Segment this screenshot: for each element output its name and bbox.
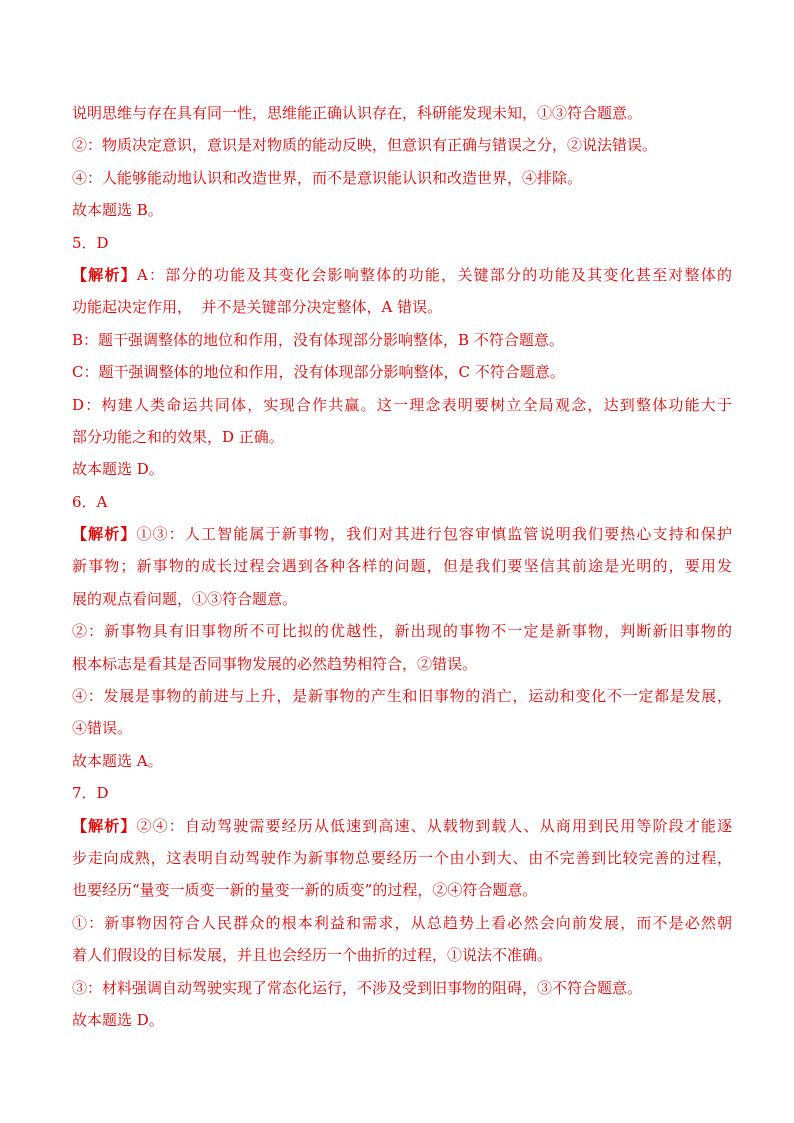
- text-line: [72, 162, 732, 194]
- line-text: ②④：自动驾驶需要经历从低速到高速、从载物到载人、从商用到民用等阶段才能逐: [136, 816, 732, 835]
- text-line: [72, 615, 732, 647]
- line-text: 故本题选 D。: [72, 460, 164, 479]
- line-text: 着人们假设的目标发展，并且也会经历一个曲折的过程，①说法不准确。: [72, 946, 553, 965]
- conclusion-line: [72, 194, 732, 226]
- analysis-tag: 【解析】: [72, 816, 137, 835]
- text-line: [72, 421, 732, 453]
- answer-explanations: [72, 97, 732, 1036]
- conclusion-line: [72, 745, 732, 777]
- line-text: 部分功能之和的效果，D 正确。: [72, 427, 284, 446]
- line-text: 根本标志是看其是否同事物发展的必然趋势相符合，②错误。: [72, 654, 478, 673]
- line-text: ①③：人工智能属于新事物，我们对其进行包容审慎监管说明我们要热心支持和保护: [136, 525, 732, 544]
- line-text: ②：物质决定意识，意识是对物质的能动反映，但意识有正确与错误之分，②说法错误。: [72, 136, 658, 155]
- text-line: [72, 129, 732, 161]
- conclusion-line: [72, 1004, 732, 1036]
- text-line: [72, 356, 732, 388]
- line-text: 5．D: [72, 233, 109, 252]
- line-text: 新事物；新事物的成长过程会遇到各种各样的问题，但是我们要坚信其前途是光明的，要用发: [72, 557, 732, 576]
- text-line: [72, 583, 732, 615]
- line-text: ④：发展是事物的前进与上升，是新事物的产生和旧事物的消亡，运动和变化不一定都是发展，: [72, 687, 732, 706]
- text-line: [72, 97, 732, 129]
- line-text: ②：新事物具有旧事物所不可比拟的优越性，新出现的事物不一定是新事物，判断新旧事物的: [72, 622, 732, 641]
- text-line: [72, 842, 732, 874]
- question-answer-line: [72, 777, 732, 809]
- text-line: [72, 389, 732, 421]
- line-text: 故本题选 B。: [72, 201, 163, 220]
- line-text: ④：人能够能动地认识和改造世界，而不是意识能认识和改造世界，④排除。: [72, 168, 583, 187]
- text-line: [72, 907, 732, 939]
- line-text: ①：新事物因符合人民群众的根本利益和需求，从总趋势上看必然会向前发展，而不是必然朝: [72, 913, 732, 932]
- line-text: ④错误。: [72, 719, 133, 738]
- text-line: [72, 291, 732, 323]
- line-text: ③：材料强调自动驾驶实现了常态化运行，不涉及受到旧事物的阻碍，③不符合题意。: [72, 978, 643, 997]
- text-line: [72, 680, 732, 712]
- text-line: [72, 939, 732, 971]
- question-answer-line: [72, 227, 732, 259]
- line-text: 说明思维与存在具有同一性，思维能正确认识存在，科研能发现未知，①③符合题意。: [72, 104, 643, 122]
- line-text: C：题干强调整体的地位和作用，没有体现部分影响整体，C 不符合题意。: [72, 363, 565, 382]
- text-line: [72, 324, 732, 356]
- text-line: [72, 712, 732, 744]
- text-line: [72, 550, 732, 582]
- line-text: 7．D: [72, 784, 109, 803]
- text-line: [72, 972, 732, 1004]
- analysis-tag: 【解析】: [72, 525, 137, 544]
- line-text: 故本题选 D。: [72, 1010, 164, 1029]
- analysis-line: [72, 810, 732, 842]
- line-text: B：题干强调整体的地位和作用，没有体现部分影响整体，B 不符合题意。: [72, 330, 564, 349]
- line-text: A：部分的功能及其变化会影响整体的功能，关键部分的功能及其变化甚至对整体的: [136, 265, 732, 284]
- line-text: 也要经历“量变一质变一新的量变一新的质变”的过程，②④符合题意。: [72, 881, 538, 900]
- text-line: [72, 874, 732, 906]
- line-text: 展的观点看问题，①③符合题意。: [72, 589, 298, 608]
- analysis-line: [72, 259, 732, 291]
- line-text: D：构建人类命运共同体，实现合作共赢。这一理念表明要树立全局观念，达到整体功能大于: [72, 395, 732, 414]
- line-text: 故本题选 A。: [72, 751, 163, 770]
- question-answer-line: [72, 486, 732, 518]
- line-text: 功能起决定作用， 并不是关键部分决定整体，A 错误。: [72, 298, 443, 317]
- line-text: 步走向成熟，这表明自动驾驶作为新事物总要经历一个由小到大、由不完善到比较完善的过程，: [72, 848, 732, 867]
- text-line: [72, 648, 732, 680]
- analysis-line: [72, 518, 732, 550]
- conclusion-line: [72, 453, 732, 485]
- line-text: 6．A: [72, 492, 108, 511]
- analysis-tag: 【解析】: [72, 265, 137, 284]
